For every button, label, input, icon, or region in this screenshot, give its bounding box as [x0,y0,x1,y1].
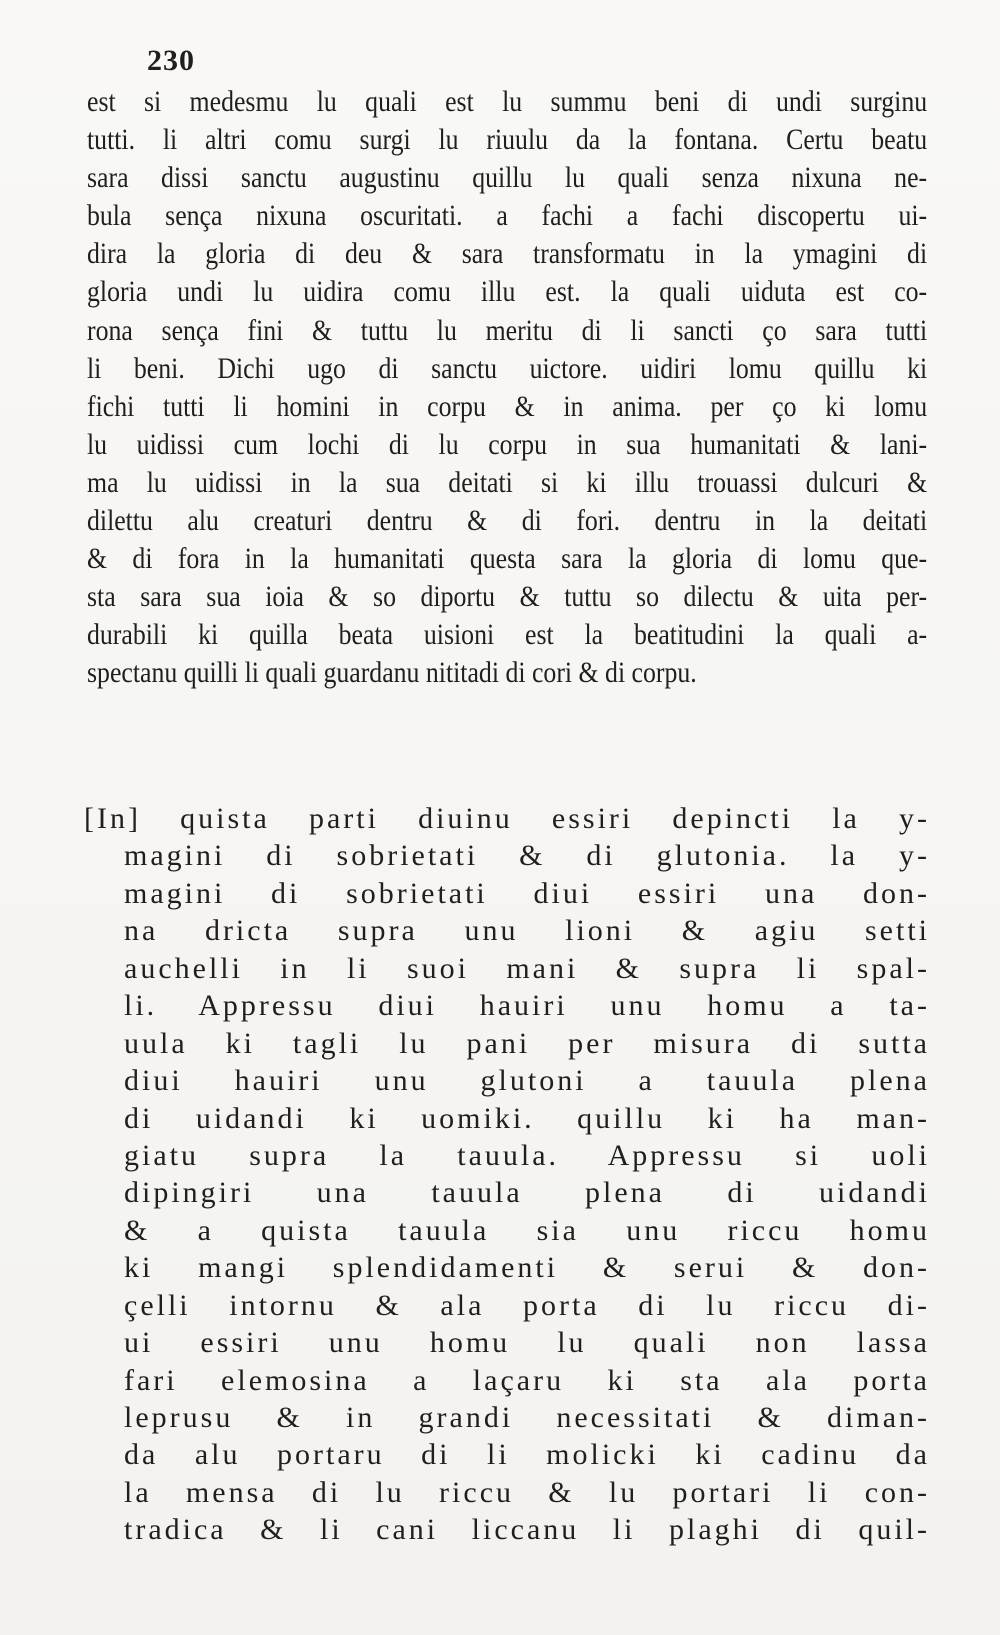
text-line: sta sara sua ioia & so diportu & tuttu so dilectu & uita per- [87,580,928,614]
text-line: uula ki tagli lu pani per misura di sutta [124,1026,930,1060]
text-line: ui essiri unu homu lu quali non lassa [124,1326,930,1360]
text-line: leprusu & in grandi necessitati & diman- [124,1401,930,1434]
text-line: & di fora in la humanitati questa sara la gloria di lomu que- [87,542,928,576]
text-line: diui hauiri unu glutoni a tauula plena [124,1064,930,1098]
text-line: spectanu quilli li quali guardanu nititadi di cori & di corpu. [87,656,697,690]
text-line: ki mangi splendidamenti & serui & don- [124,1251,930,1285]
text-line: la mensa di lu riccu & lu portari li con- [124,1475,930,1509]
text-line: dilettu alu creaturi dentru & di fori. dentru in la deitati [87,504,928,538]
text-line: lu uidissi cum lochi di lu corpu in sua humanitati & lani- [87,427,928,461]
text-line: auchelli in li suoi mani & supra li spal- [124,951,930,985]
text-line: magini di sobrietati diui essiri una don- [124,876,930,910]
text-line: giatu supra la tauula. Appressu si uoli [124,1138,930,1172]
text-line: di uidandi ki uomiki. quillu ki ha man- [124,1101,930,1135]
text-line: magini di sobrietati & di glutonia. la y- [124,839,930,873]
text-line: na dricta supra unu lioni & agiu setti [124,914,930,948]
text-line: & a quista tauula sia unu riccu homu [124,1213,930,1247]
text-line: est si medesmu lu quali est lu summu beni di undi surginu [87,85,928,118]
text-line: durabili ki quilla beata uisioni est la beatitudini la quali a- [87,618,928,652]
text-line: da alu portaru di li molicki ki cadinu da [124,1438,930,1472]
text-line: fichi tutti li homini in corpu & in anima. per ço ki lomu [87,389,928,423]
text-line: dira la gloria di deu & sara transformatu in la ymagini di [87,237,928,271]
text-line: sara dissi sanctu augustinu quillu lu quali senza nixuna ne- [87,161,928,195]
text-line: li beni. Dichi ugo di sanctu uictore. uidiri lomu quillu ki [87,351,928,385]
text-line: fari elemosina a laçaru ki sta ala porta [124,1363,930,1397]
text-line: gloria undi lu uidira comu illu est. la quali uiduta est co- [87,275,928,309]
text-line: tradica & li cani liccanu li plaghi di quil- [124,1513,930,1547]
text-line: çelli intornu & ala porta di lu riccu di- [124,1288,930,1322]
paragraph-1 [87,83,927,693]
text-line: li. Appressu diui hauiri unu homu a ta- [124,989,930,1023]
text-line: bula sença nixuna oscuritati. a fachi a fachi discopertu ui- [87,199,928,233]
page-number: 230 [147,44,195,77]
text-line: dipingiri una tauula plena di uidandi [124,1176,930,1210]
text-line: ma lu uidissi in la sua deitati si ki illu trouassi dulcuri & [87,465,928,499]
text-line: [In] quista parti diuinu essiri depincti la y- [84,802,930,835]
text-line: rona sença fini & tuttu lu meritu di li sancti ço sara tutti [87,313,928,347]
paragraph-2 [84,800,930,1549]
text-line: tutti. li altri comu surgi lu riuulu da la fontana. Certu beatu [87,123,928,157]
